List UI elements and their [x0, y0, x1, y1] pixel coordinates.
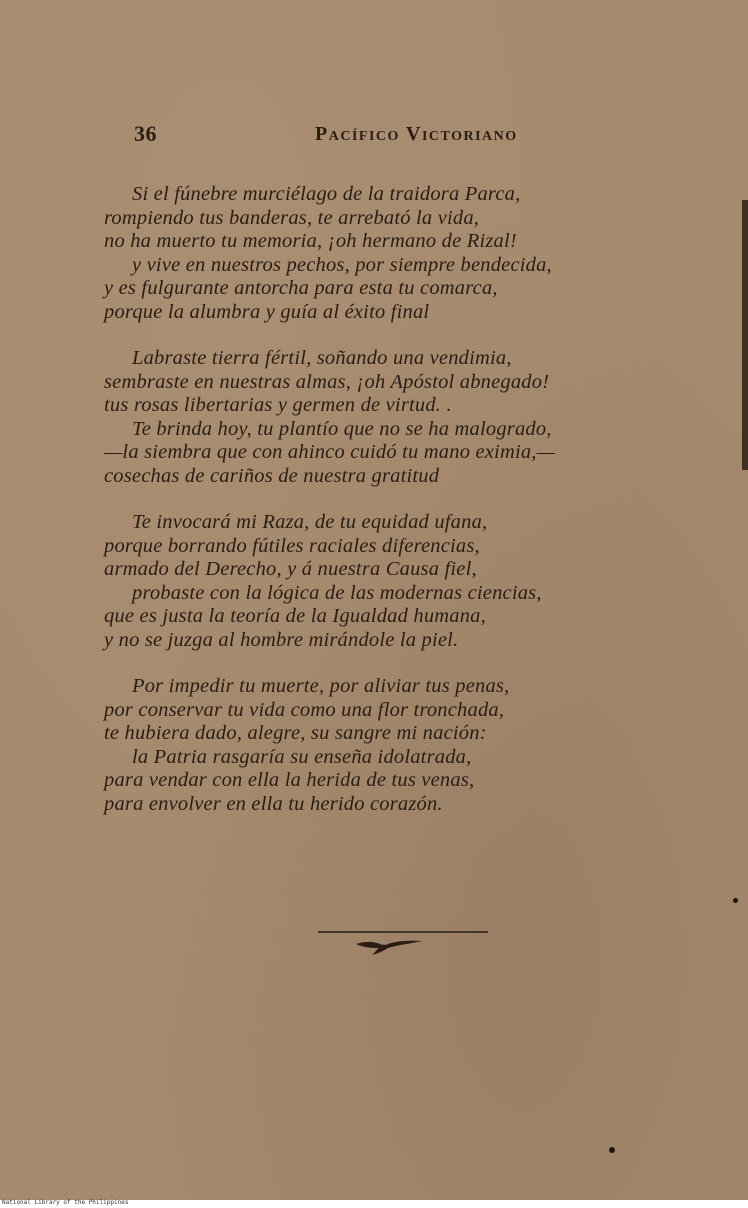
poem-line: —la siembra que con ahinco cuidó tu mano eximia,— — [104, 441, 556, 463]
poem-line: por conservar tu vida como una flor tronchada, — [104, 698, 505, 721]
running-head: Pacífico Victoriano — [315, 123, 518, 145]
poem-line: y vive en nuestros pechos, por siempre bendecida, — [132, 253, 552, 276]
poem-line: tus rosas libertarias y germen de virtud. . — [104, 394, 452, 416]
poem-line: y no se juzga al hombre mirándole la piel. — [104, 628, 459, 651]
stanza-2 — [104, 347, 664, 488]
speck-mark — [609, 1147, 615, 1153]
poem-line: Te brinda hoy, tu plantío que no se ha malogrado, — [132, 417, 552, 440]
poem-line: para envolver en ella tu herido corazón. — [104, 792, 443, 815]
scan-footer — [0, 1200, 748, 1208]
poem-line: Labraste tierra fértil, soñando una vendimia, — [132, 347, 512, 369]
tailpiece-ornament-icon — [318, 928, 488, 958]
stanza-4 — [104, 675, 664, 816]
poem-line: probaste con la lógica de las modernas ciencias, — [132, 581, 542, 604]
library-credit: National Library of the Philippines — [2, 1199, 129, 1206]
poem-line: sembraste en nuestras almas, ¡oh Apóstol abnegado! — [104, 370, 550, 393]
speck-mark — [733, 898, 738, 903]
stanza-3 — [104, 511, 664, 652]
page-number: 36 — [134, 121, 157, 146]
poem-line: te hubiera dado, alegre, su sangre mi nación: — [104, 722, 487, 744]
poem-line: Por impedir tu muerte, por aliviar tus penas, — [132, 675, 510, 697]
poem-line: la Patria rasgaría su enseña idolatrada, — [132, 745, 472, 768]
poem-line: Si el fúnebre murciélago de la traidora Parca, — [132, 183, 521, 205]
poem-line: porque la alumbra y guía al éxito final — [104, 300, 430, 323]
poem-line: rompiendo tus banderas, te arrebató la vida, — [104, 206, 480, 229]
poem-line: no ha muerto tu memoria, ¡oh hermano de Rizal! — [104, 230, 517, 252]
poem-line: cosechas de cariños de nuestra gratitud — [104, 464, 440, 487]
page-edge-shadow — [742, 200, 748, 470]
poem-line: que es justa la teoría de la Igualdad humana, — [104, 605, 486, 627]
poem-line: y es fulgurante antorcha para esta tu comarca, — [104, 277, 498, 299]
poem-line: porque borrando fútiles raciales diferencias, — [104, 534, 480, 557]
poem-line: Te invocará mi Raza, de tu equidad ufana, — [132, 511, 488, 533]
stanza-1 — [104, 183, 664, 324]
poem — [104, 183, 664, 839]
poem-line: para vendar con ella la herida de tus venas, — [104, 769, 475, 791]
poem-line: armado del Derecho, y á nuestra Causa fiel, — [104, 558, 477, 580]
